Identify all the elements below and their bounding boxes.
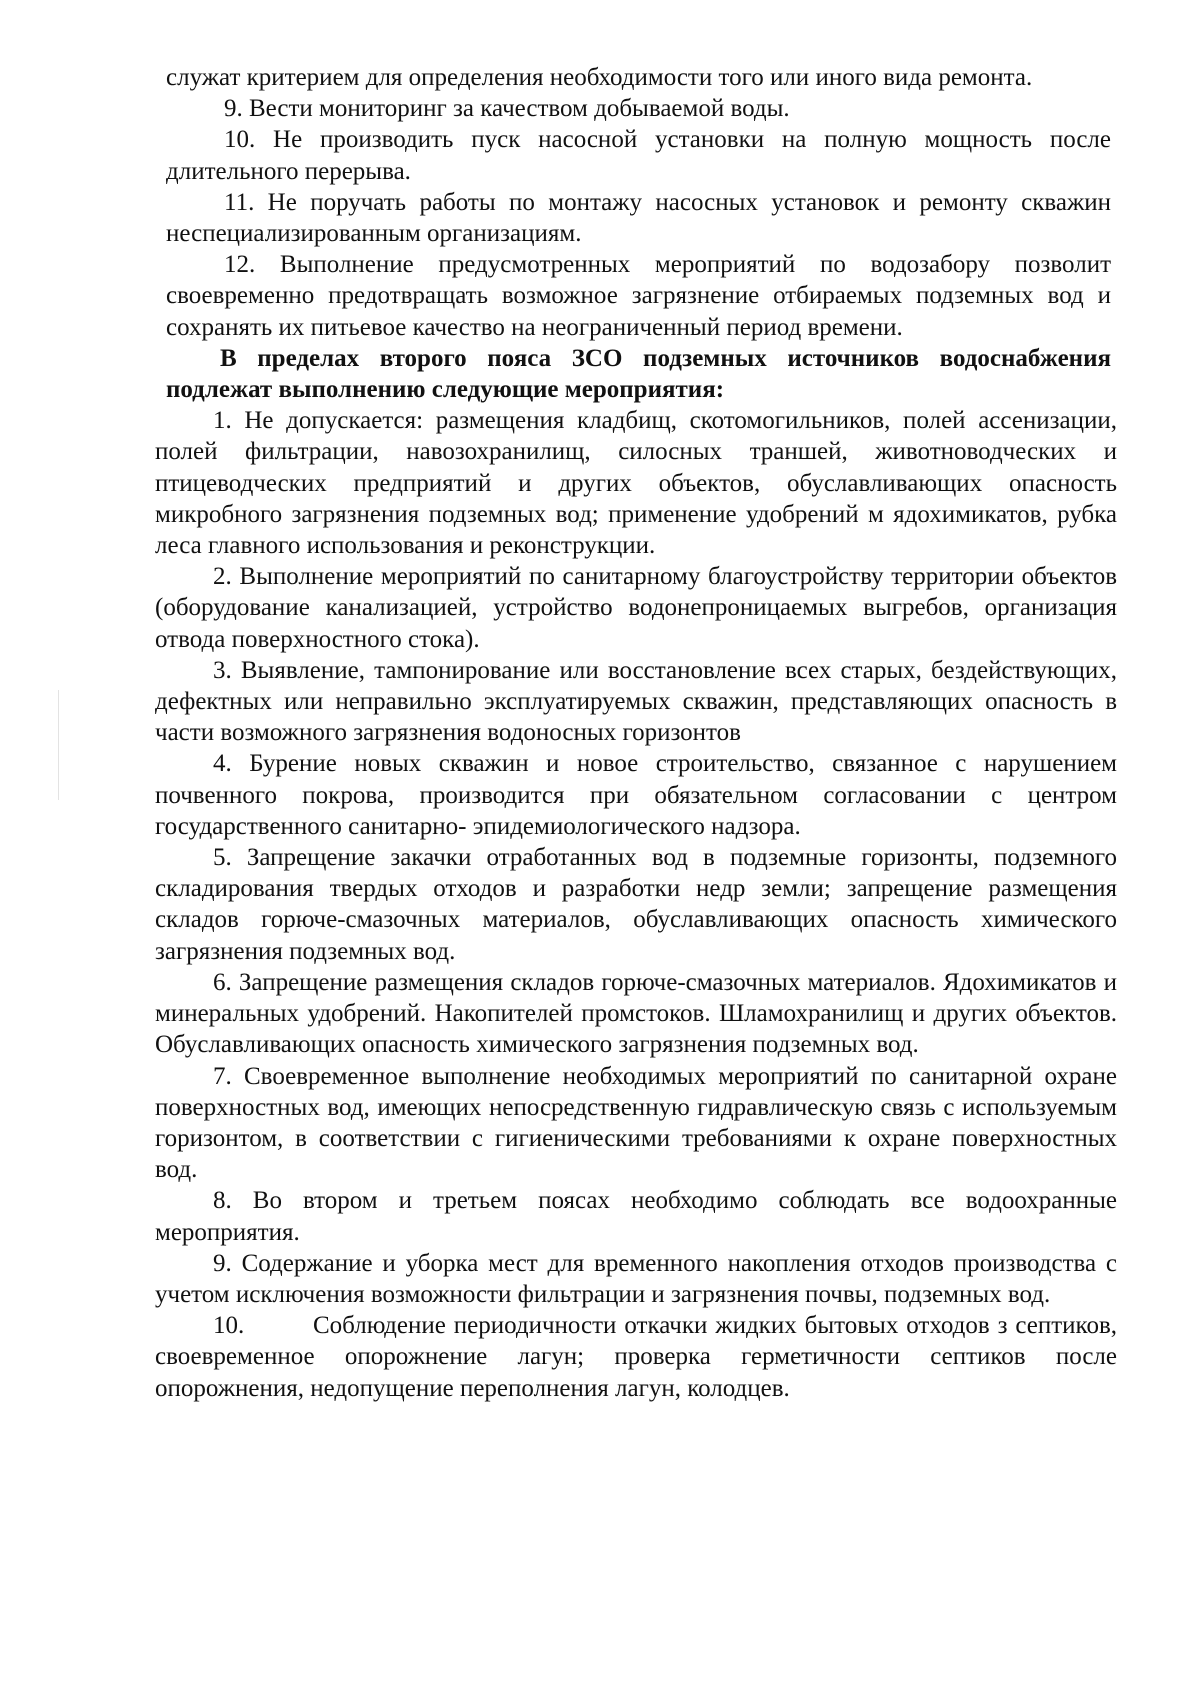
list-item-9: 9. Содержание и уборка мест для временного накопления отходов производства с учетом исключения возможности фильтрации и загрязнения почвы, подземных вод.: [155, 1249, 1117, 1308]
paragraph-item-9: 9. Вести мониторинг за качеством добываемой воды.: [224, 95, 790, 123]
list-item-10: [155, 1310, 1117, 1404]
paragraph-item-11: 11. Не поручать работы по монтажу насосных установок и ремонту скважин неспециализированным организациям.: [166, 188, 1111, 248]
list-item-2: 2. Выполнение мероприятий по санитарному благоустройству территории объектов (оборудование канализацией, устройство водонепроницаемых выгребов, организация отвода поверхностного стока).: [155, 563, 1117, 653]
list-item-8: 8. Во втором и третьем поясах необходимо соблюдать все водоохранные мероприятия.: [155, 1187, 1117, 1246]
list-item-10-text: Соблюдение периодичности откачки жидких бытовых отходов з септиков, своевременное опорожнение лагун; проверка герметичности септиков после опорожнения, недопущение переполнения лагун, колодцев.: [155, 1312, 1117, 1402]
scan-artifact-line: [58, 690, 59, 800]
paragraph-item-12: 12. Выполнение предусмотренных мероприятий по водозабору позволит своевременно предотвращать возможное загрязнение отбираемых подземных вод и сохранять их питьевое качество на неограниченный период времени.: [166, 251, 1111, 341]
list-item-3: 3. Выявление, тампонирование или восстановление всех старых, бездействующих, дефектных или неправильно эксплуатируемых скважин, представляющих опасность в части возможного загрязнения водоносных горизонтов: [155, 656, 1117, 747]
list-item-7: 7. Своевременное выполнение необходимых мероприятий по санитарной охране поверхностных вод, имеющих непосредственную гидравлическую связь с используемым горизонтом, в соответствии с гигиеническими требованиями к охране поверхностных вод.: [155, 1062, 1117, 1184]
paragraph-continuation: служат критерием для определения необходимости того или иного вида ремонта.: [166, 64, 1033, 91]
list-item-4: 4. Бурение новых скважин и новое строительство, связанное с нарушением почвенного покрова, производится при обязательном согласовании с центром государственного санитарно- эпидемиологического надзора.: [155, 750, 1117, 840]
list-item-10-number: 10.: [213, 1312, 245, 1340]
list-item-5: 5. Запрещение закачки отработанных вод в подземные горизонты, подземного складирования твердых отходов и разработки недр земли; запрещение размещения складов горюче-смазочных материалов, обуславливающих опасность химического загрязнения подземных вод.: [155, 844, 1117, 965]
list-item-1: 1. Не допускается: размещения кладбищ, скотомогильников, полей ассенизации, полей фильтрации, навозохранилищ, силосных траншей, животноводческих и птицеводческих предприятий и других объектов, обуславливающих опасность микробного загрязнения подземных вод; применение удобрений м ядохимикатов, рубка леса главного использования и реконструкции.: [155, 407, 1117, 560]
section-list: [155, 405, 1117, 1404]
list-item-6: 6. Запрещение размещения складов горюче-смазочных материалов. Ядохимикатов и минеральных удобрений. Накопителей промстоков. Шламохранилищ и других объектов. Обуславливающих опасность химического загрязнения подземных вод.: [155, 968, 1117, 1059]
paragraph-item-10: 10. Не производить пуск насосной установки на полную мощность после длительного перерыва.: [166, 126, 1111, 185]
section-heading: В пределах второго пояса ЗСО подземных источников водоснабжения подлежат выполнению следующие мероприятия:: [166, 344, 1111, 404]
document-body: [155, 62, 1117, 1404]
